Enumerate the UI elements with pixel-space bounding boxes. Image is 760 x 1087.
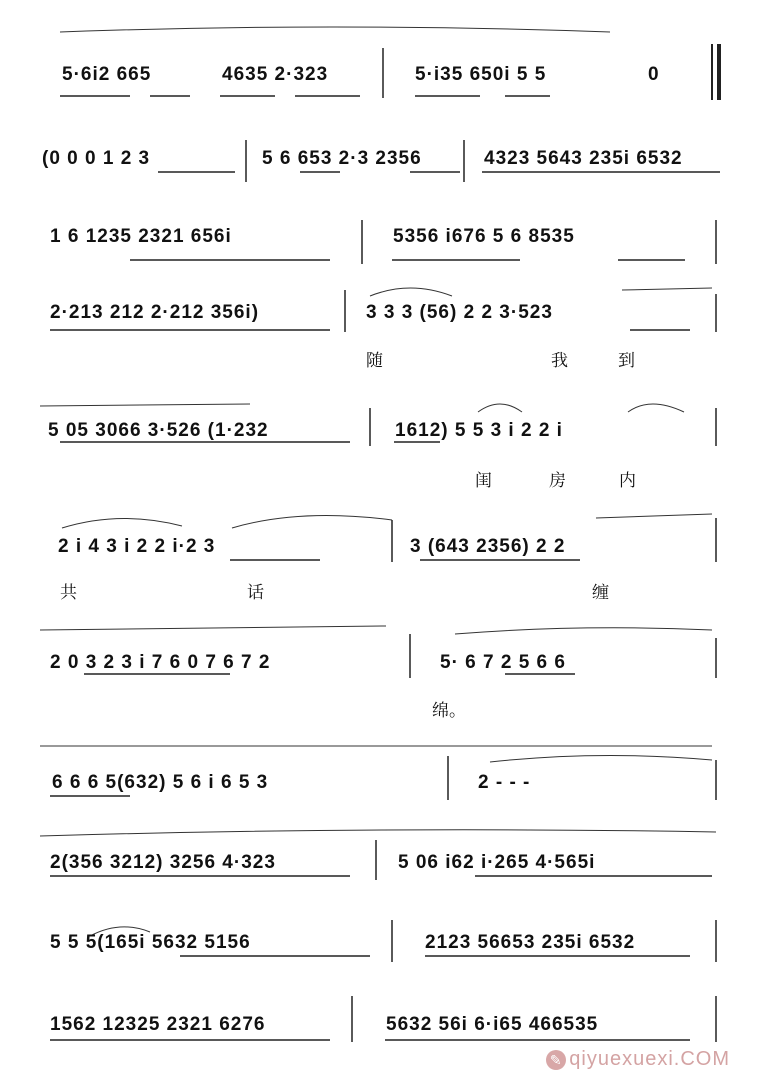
lyric: 缠: [592, 583, 609, 603]
measure: 5632 56i 6·i65 466535: [386, 1014, 599, 1035]
measure: 5356 i676 5 6 8535: [393, 226, 575, 247]
measure: 3 (643 2356) 2 2: [410, 536, 566, 557]
measure: 2·213 212 2·212 356i): [50, 302, 260, 323]
measure: 2 i 4 3 i 2 2 i·2 3: [58, 536, 216, 557]
measure: 5 06 i62 i·265 4·565i: [398, 852, 596, 873]
lyric: 房: [549, 471, 566, 491]
measure: 3 3 3 (56) 2 2 3·523: [366, 302, 553, 323]
lyric: 内: [619, 471, 636, 491]
watermark-logo-icon: ✎: [546, 1050, 566, 1070]
measure: 5 5 5(165i 5632 5156: [50, 932, 251, 953]
measure: 5 6 653 2·3 2356: [262, 148, 422, 169]
score-system-6: [0, 500, 760, 603]
measure: 0: [648, 64, 660, 85]
measure: 6 6 6 5(632) 5 6 i 6 5 3: [52, 772, 269, 793]
system-lines: [0, 986, 760, 1086]
measure: (0 0 0 1 2 3: [42, 148, 151, 169]
measure: 4323 5643 235i 6532: [484, 148, 683, 169]
score-system-8: [0, 732, 760, 832]
measure: 1562 12325 2321 6276: [50, 1014, 266, 1035]
measure: 2 - - -: [478, 772, 531, 793]
score-system-1: [0, 18, 760, 118]
lyric: 话: [247, 583, 264, 603]
score-system-5: [0, 386, 760, 491]
measure: 5·6i2 665: [62, 64, 152, 85]
measure: 2123 56653 235i 6532: [425, 932, 636, 953]
measure: 2 0 3 2 3 i 7 6 0 7 6 7 2: [50, 652, 271, 673]
watermark: [546, 1048, 730, 1071]
score-system-4: [0, 276, 760, 376]
measure: 5 05 3066 3·526 (1·232: [48, 420, 269, 441]
measure: 2(356 3212) 3256 4·323: [50, 852, 276, 873]
lyric: 闺: [475, 471, 492, 491]
score-system-11: [0, 986, 760, 1086]
measure: 5·i35 650i 5 5: [415, 64, 547, 85]
lyric: 到: [618, 351, 635, 371]
lyric: 我: [551, 351, 568, 371]
measure: 5· 6 7 2 5 6 6: [440, 652, 566, 673]
lyric: 共: [60, 583, 77, 603]
watermark-text: qiyuexuexi.COM: [569, 1048, 730, 1070]
lyric: 绵。: [432, 701, 466, 721]
score-system-7: [0, 612, 760, 721]
measure: 4635 2·323: [222, 64, 329, 85]
measure: 1 6 1235 2321 656i: [50, 226, 232, 247]
score-system-2: [0, 110, 760, 210]
lyric: 随: [366, 351, 383, 371]
measure: 1612) 5 5 3 i 2 2 i: [395, 420, 563, 441]
